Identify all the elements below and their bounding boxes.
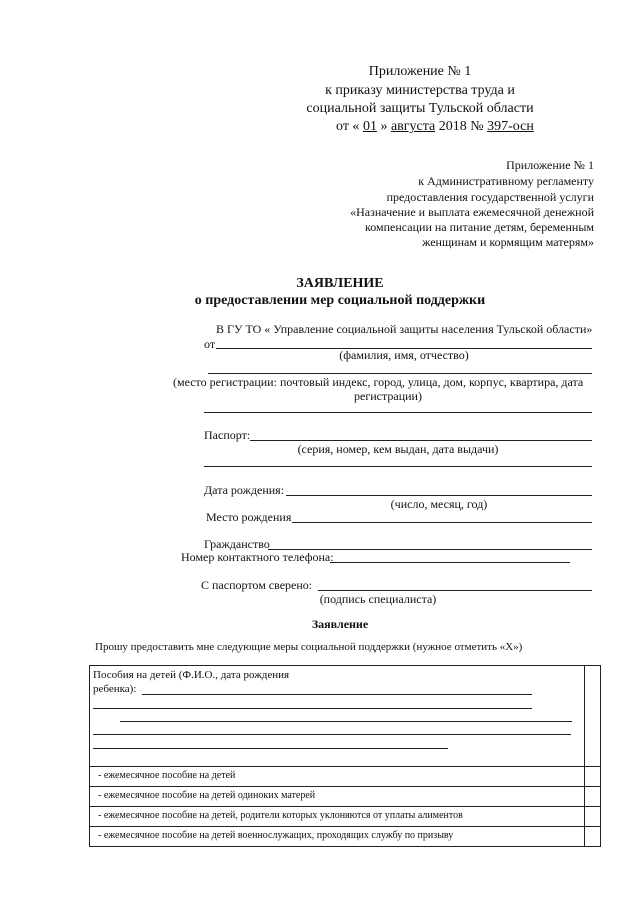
registration-field[interactable] <box>208 373 592 374</box>
children-cell <box>90 666 585 767</box>
children-label-cont: ребенка): <box>93 683 137 695</box>
children-field[interactable] <box>93 734 571 735</box>
children-label: Пособия на детей (Ф.И.О., дата рождения <box>93 669 290 681</box>
order-appendix-line: к приказу министерства труда и <box>325 83 515 98</box>
measure-label: - ежемесячное пособие на детей, родители которых уклоняются от уплаты алиментов <box>90 807 585 827</box>
registration-caption-cont: регистрации) <box>354 389 422 403</box>
birth-place-label: Место рождения <box>206 510 292 524</box>
passport-field[interactable] <box>250 440 592 441</box>
phone-label: Номер контактного телефона: <box>181 550 334 564</box>
phone-field[interactable] <box>330 562 570 563</box>
passport-caption: (серия, номер, кем выдан, дата выдачи) <box>297 442 499 456</box>
verified-label: С паспортом сверено: <box>201 578 313 592</box>
statement-request: Прошу предоставить мне следующие меры социальной поддержки (нужное отметить «Х») <box>95 641 523 653</box>
recipient-organization: В ГУ ТО « Управление социальной защиты населения Тульской области» <box>216 322 593 336</box>
children-field[interactable] <box>142 694 532 695</box>
order-appendix-line: социальной защиты Тульской области <box>306 101 534 116</box>
statement-title: Заявление <box>311 617 369 631</box>
table-row <box>90 827 601 847</box>
checkbox-cell[interactable] <box>585 787 601 807</box>
document-title: ЗАЯВЛЕНИЕ <box>296 276 384 291</box>
table-row <box>90 666 601 767</box>
regulation-appendix-title: Приложение № 1 <box>506 158 594 172</box>
passport-field-2[interactable] <box>204 466 592 467</box>
birth-place-field[interactable] <box>292 522 592 523</box>
measure-label: - ежемесячное пособие на детей военнослужащих, проходящих службу по призыву <box>90 827 585 847</box>
birth-date-label: Дата рождения: <box>204 483 285 497</box>
signature-field[interactable] <box>318 590 592 591</box>
document-subtitle: о предоставлении мер социальной поддержки <box>194 293 486 308</box>
checkbox-cell[interactable] <box>585 827 601 847</box>
children-field[interactable] <box>93 748 448 749</box>
regulation-appendix-line: «Назначение и выплата ежемесячной денежной <box>350 205 594 219</box>
birth-date-field[interactable] <box>286 495 592 496</box>
regulation-appendix-line: к Административному регламенту <box>418 174 594 188</box>
order-month: августа <box>390 119 436 134</box>
checkbox-cell[interactable] <box>585 807 601 827</box>
checkbox-cell[interactable] <box>585 666 601 767</box>
registration-field-2[interactable] <box>204 412 592 413</box>
order-appendix-title: Приложение № 1 <box>368 64 472 79</box>
birth-date-caption: (число, месяц, год) <box>390 497 488 511</box>
citizenship-label: Гражданство <box>204 537 270 551</box>
signature-caption: (подпись специалиста) <box>319 592 437 606</box>
from-label: от <box>204 337 216 351</box>
checkbox-cell[interactable] <box>585 767 601 787</box>
table-row <box>90 807 601 827</box>
children-field[interactable] <box>120 721 572 722</box>
regulation-appendix-line: предоставления государственной услуги <box>386 190 594 204</box>
order-day: 01 <box>362 119 377 134</box>
fio-caption: (фамилия, имя, отчество) <box>339 348 469 362</box>
passport-label: Паспорт: <box>204 428 251 442</box>
table-row <box>90 787 601 807</box>
measures-table <box>89 665 601 847</box>
measure-label: - ежемесячное пособие на детей <box>90 767 585 787</box>
measure-label: - ежемесячное пособие на детей одиноких матерей <box>90 787 585 807</box>
order-date: от « 01 » августа 2018 № 397-осн <box>336 119 534 134</box>
regulation-appendix-line: компенсации на питание детям, беременным <box>365 220 594 234</box>
order-number: 397-осн <box>487 119 534 134</box>
children-field[interactable] <box>93 708 532 709</box>
regulation-appendix-line: женщинам и кормящим матерям» <box>422 235 594 249</box>
registration-caption: (место регистрации: почтовый индекс, город, улица, дом, корпус, квартира, дата <box>173 375 584 389</box>
table-row <box>90 767 601 787</box>
